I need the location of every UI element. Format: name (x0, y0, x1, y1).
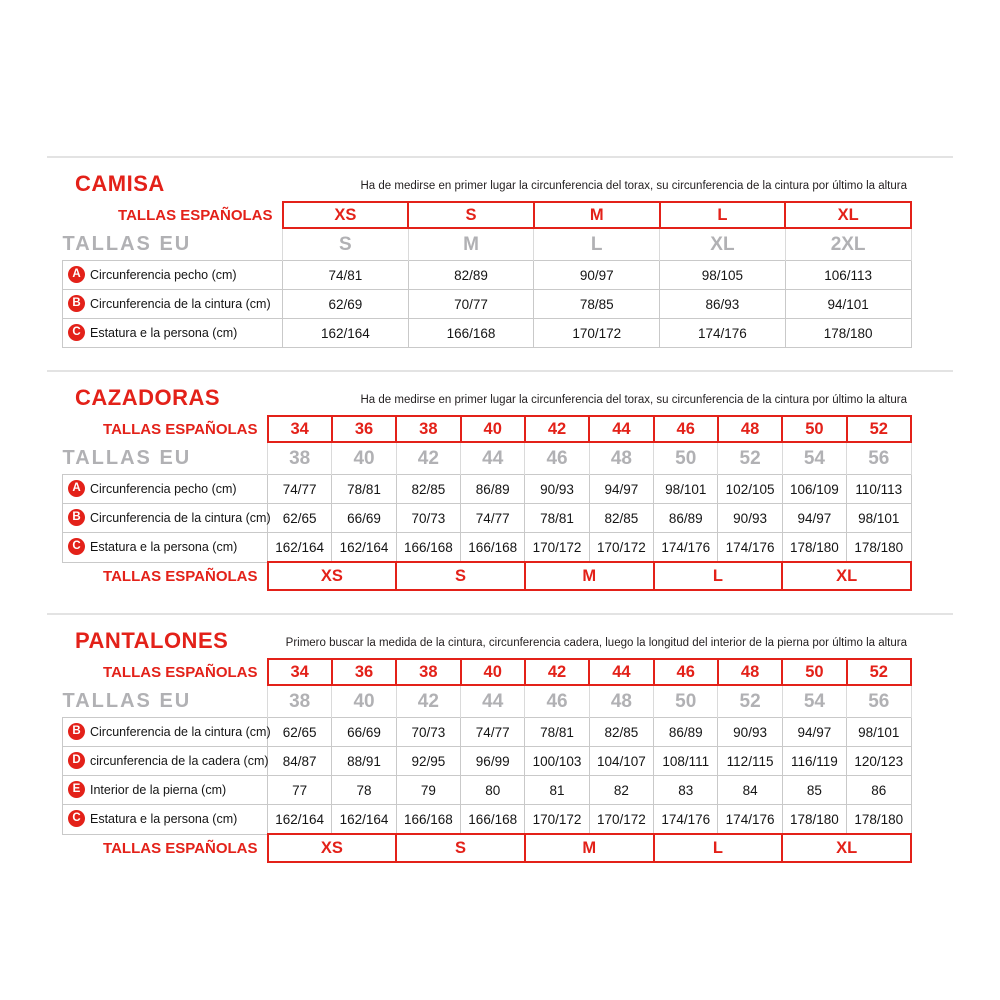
grouped-spanish-sizes-row (63, 562, 912, 590)
eu-sizes-row (63, 685, 912, 718)
spanish-size-cell: 40 (461, 659, 525, 685)
measure-value-cell: 166/168 (396, 805, 460, 835)
spanish-size-cell: 46 (654, 659, 718, 685)
measure-value-cell: 84 (718, 776, 782, 805)
measure-value-cell: 166/168 (408, 319, 534, 348)
measure-badge-e: E (68, 781, 85, 798)
measure-value-cell: 94/101 (785, 290, 911, 319)
measure-value-cell: 162/164 (332, 805, 396, 835)
eu-sizes-label: TALLAS EU (62, 446, 192, 469)
measure-value-cell: 62/65 (268, 504, 332, 533)
measure-row (63, 718, 912, 747)
measure-value-cell: 86/93 (660, 290, 786, 319)
measure-value-cell: 96/99 (461, 747, 525, 776)
eu-sizes-label: TALLAS EU (62, 689, 192, 712)
measure-value-cell: 88/91 (332, 747, 396, 776)
measure-row-label: B Circunferencia de la cintura (cm) (63, 718, 268, 747)
measure-value-cell: 162/164 (283, 319, 409, 348)
spanish-size-cell: 50 (782, 416, 846, 442)
eu-size-cell: 54 (782, 442, 846, 475)
spanish-size-cell: 44 (589, 659, 653, 685)
spanish-size-cell: 42 (525, 659, 589, 685)
eu-size-cell: M (408, 228, 534, 261)
measure-badge-a: A (68, 480, 85, 497)
measure-value-cell: 82/89 (408, 261, 534, 290)
measure-value-cell: 82/85 (589, 718, 653, 747)
size-chart-page (47, 156, 953, 885)
grouped-size-cell: XS (268, 834, 397, 862)
section-title: CAMISA (75, 171, 165, 196)
measure-value-cell: 100/103 (525, 747, 589, 776)
measure-row (63, 747, 912, 776)
measure-value-cell: 81 (525, 776, 589, 805)
measure-badge-b: B (68, 723, 85, 740)
measure-value-cell: 74/81 (283, 261, 409, 290)
measure-value-cell: 92/95 (396, 747, 460, 776)
measure-value-cell: 98/101 (847, 504, 911, 533)
eu-sizes-label: TALLAS EU (62, 232, 192, 255)
section-note: Ha de medirse en primer lugar la circunferencia del torax, su circunferencia de la cintura por último la altura (360, 180, 907, 193)
measure-value-cell: 66/69 (332, 504, 396, 533)
measure-value-cell: 102/105 (718, 475, 782, 504)
eu-size-cell: 44 (461, 685, 525, 718)
size-table-cazadoras (62, 415, 912, 591)
measure-value-cell: 66/69 (332, 718, 396, 747)
grouped-size-cell: XL (782, 562, 911, 590)
measure-row-label: D circunferencia de la cadera (cm) (63, 747, 268, 776)
spanish-size-cell: 48 (718, 659, 782, 685)
section-note: Primero buscar la medida de la cintura, circunferencia cadera, luego la longitud del interior de la pierna por último la altura (285, 637, 907, 650)
measure-value-cell: 77 (268, 776, 332, 805)
grouped-size-cell: L (654, 834, 783, 862)
eu-size-cell: 40 (332, 442, 396, 475)
eu-size-cell: 48 (589, 685, 653, 718)
measure-row-label: C Estatura e la persona (cm) (63, 805, 268, 835)
section-pantalones (47, 613, 953, 863)
measure-value-cell: 170/172 (589, 533, 653, 563)
measure-value-cell: 166/168 (461, 805, 525, 835)
grouped-size-cell: M (525, 562, 654, 590)
grouped-spanish-sizes-label: TALLAS ESPAÑOLAS (103, 567, 258, 585)
grouped-spanish-sizes-row (63, 834, 912, 862)
grouped-spanish-sizes-label: TALLAS ESPAÑOLAS (103, 839, 258, 857)
measure-value-cell: 78 (332, 776, 396, 805)
measure-value-cell: 80 (461, 776, 525, 805)
measure-value-cell: 170/172 (525, 533, 589, 563)
eu-size-cell: 2XL (785, 228, 911, 261)
measure-value-cell: 106/109 (782, 475, 846, 504)
measure-value-cell: 78/81 (525, 718, 589, 747)
spanish-size-cell: 44 (589, 416, 653, 442)
eu-size-cell: 44 (461, 442, 525, 475)
section-camisa (47, 156, 953, 348)
measure-value-cell: 70/77 (408, 290, 534, 319)
measure-value-cell: 86/89 (654, 504, 718, 533)
measure-value-cell: 83 (654, 776, 718, 805)
spanish-sizes-label: TALLAS ESPAÑOLAS (103, 420, 258, 438)
measure-value-cell: 162/164 (332, 533, 396, 563)
measure-value-cell: 78/81 (332, 475, 396, 504)
measure-value-cell: 78/85 (534, 290, 660, 319)
spanish-size-cell: 42 (525, 416, 589, 442)
measure-value-cell: 74/77 (268, 475, 332, 504)
measure-value-cell: 90/93 (718, 718, 782, 747)
measure-badge-c: C (68, 538, 85, 555)
section-cazadoras (47, 370, 953, 591)
measure-value-cell: 82/85 (396, 475, 460, 504)
measure-value-cell: 90/93 (718, 504, 782, 533)
measure-value-cell: 94/97 (782, 718, 846, 747)
measure-value-cell: 174/176 (718, 533, 782, 563)
measure-value-cell: 162/164 (268, 533, 332, 563)
measure-value-cell: 104/107 (589, 747, 653, 776)
measure-badge-c: C (68, 324, 85, 341)
spanish-size-cell: 38 (396, 416, 460, 442)
measure-badge-c: C (68, 810, 85, 827)
measure-row (63, 776, 912, 805)
measure-value-cell: 86/89 (654, 718, 718, 747)
eu-size-cell: 56 (847, 685, 911, 718)
spanish-size-cell: 52 (847, 659, 911, 685)
measure-value-cell: 110/113 (847, 475, 911, 504)
size-table-camisa (62, 201, 912, 348)
measure-value-cell: 86 (847, 776, 911, 805)
measure-row (63, 533, 912, 563)
measure-value-cell: 174/176 (654, 805, 718, 835)
spanish-sizes-row (63, 202, 912, 228)
measure-value-cell: 166/168 (461, 533, 525, 563)
eu-size-cell: 50 (654, 442, 718, 475)
measure-value-cell: 94/97 (782, 504, 846, 533)
grouped-size-cell: XL (782, 834, 911, 862)
measure-value-cell: 116/119 (782, 747, 846, 776)
eu-size-cell: 46 (525, 442, 589, 475)
section-title: PANTALONES (75, 628, 229, 653)
measure-badge-b: B (68, 295, 85, 312)
measure-value-cell: 174/176 (660, 319, 786, 348)
measure-value-cell: 90/93 (525, 475, 589, 504)
measure-value-cell: 84/87 (268, 747, 332, 776)
measure-value-cell: 120/123 (847, 747, 911, 776)
measure-row (63, 475, 912, 504)
section-note: Ha de medirse en primer lugar la circunferencia del torax, su circunferencia de la cintura por último la altura (360, 394, 907, 407)
spanish-size-cell: 36 (332, 416, 396, 442)
measure-value-cell: 178/180 (782, 533, 846, 563)
measure-row-label: E Interior de la pierna (cm) (63, 776, 268, 805)
measure-value-cell: 74/77 (461, 504, 525, 533)
section-header (47, 372, 953, 415)
measure-badge-d: D (68, 752, 85, 769)
spanish-sizes-row (63, 416, 912, 442)
measure-value-cell: 85 (782, 776, 846, 805)
eu-size-cell: 38 (268, 442, 332, 475)
spanish-size-cell: XS (283, 202, 409, 228)
measure-value-cell: 162/164 (268, 805, 332, 835)
spanish-size-cell: 34 (268, 659, 332, 685)
eu-size-cell: 54 (782, 685, 846, 718)
eu-size-cell: 46 (525, 685, 589, 718)
measure-value-cell: 178/180 (782, 805, 846, 835)
measure-value-cell: 82 (589, 776, 653, 805)
spanish-size-cell: 52 (847, 416, 911, 442)
spanish-size-cell: XL (785, 202, 911, 228)
measure-value-cell: 70/73 (396, 504, 460, 533)
measure-value-cell: 178/180 (847, 805, 911, 835)
eu-size-cell: 48 (589, 442, 653, 475)
measure-value-cell: 98/101 (654, 475, 718, 504)
spanish-size-cell: 46 (654, 416, 718, 442)
spanish-size-cell: L (660, 202, 786, 228)
measure-row-label: A Circunferencia pecho (cm) (63, 261, 283, 290)
eu-size-cell: 52 (718, 442, 782, 475)
measure-value-cell: 174/176 (654, 533, 718, 563)
spanish-size-cell: 48 (718, 416, 782, 442)
measure-row-label: B Circunferencia de la cintura (cm) (63, 504, 268, 533)
spanish-size-cell: 38 (396, 659, 460, 685)
eu-size-cell: 42 (396, 442, 460, 475)
eu-size-cell: 52 (718, 685, 782, 718)
eu-sizes-row (63, 442, 912, 475)
section-header (47, 158, 953, 201)
size-table-pantalones (62, 658, 912, 863)
measure-badge-a: A (68, 266, 85, 283)
measure-value-cell: 62/65 (268, 718, 332, 747)
measure-value-cell: 170/172 (525, 805, 589, 835)
measure-value-cell: 178/180 (785, 319, 911, 348)
grouped-size-cell: S (396, 834, 525, 862)
spanish-sizes-label: TALLAS ESPAÑOLAS (118, 206, 273, 224)
grouped-size-cell: S (396, 562, 525, 590)
eu-size-cell: 50 (654, 685, 718, 718)
measure-value-cell: 79 (396, 776, 460, 805)
measure-value-cell: 166/168 (396, 533, 460, 563)
spanish-sizes-row (63, 659, 912, 685)
grouped-size-cell: M (525, 834, 654, 862)
measure-value-cell: 74/77 (461, 718, 525, 747)
spanish-size-cell: 50 (782, 659, 846, 685)
section-header (47, 615, 953, 658)
measure-row-label: A Circunferencia pecho (cm) (63, 475, 268, 504)
measure-value-cell: 174/176 (718, 805, 782, 835)
spanish-size-cell: 34 (268, 416, 332, 442)
eu-sizes-row (63, 228, 912, 261)
grouped-size-cell: XS (268, 562, 397, 590)
measure-row (63, 319, 912, 348)
measure-value-cell: 78/81 (525, 504, 589, 533)
eu-size-cell: XL (660, 228, 786, 261)
measure-value-cell: 70/73 (396, 718, 460, 747)
measure-badge-b: B (68, 509, 85, 526)
spanish-size-cell: M (534, 202, 660, 228)
grouped-size-cell: L (654, 562, 783, 590)
spanish-sizes-label: TALLAS ESPAÑOLAS (103, 663, 258, 681)
measure-value-cell: 94/97 (589, 475, 653, 504)
measure-row-label: B Circunferencia de la cintura (cm) (63, 290, 283, 319)
measure-row (63, 805, 912, 835)
spanish-size-cell: S (408, 202, 534, 228)
measure-value-cell: 98/101 (847, 718, 911, 747)
eu-size-cell: 40 (332, 685, 396, 718)
section-title: CAZADORAS (75, 385, 221, 410)
measure-value-cell: 82/85 (589, 504, 653, 533)
eu-size-cell: 56 (847, 442, 911, 475)
measure-value-cell: 98/105 (660, 261, 786, 290)
measure-value-cell: 106/113 (785, 261, 911, 290)
eu-size-cell: S (283, 228, 409, 261)
spanish-size-cell: 40 (461, 416, 525, 442)
eu-size-cell: L (534, 228, 660, 261)
measure-value-cell: 86/89 (461, 475, 525, 504)
measure-value-cell: 62/69 (283, 290, 409, 319)
measure-row (63, 504, 912, 533)
measure-value-cell: 112/115 (718, 747, 782, 776)
eu-size-cell: 38 (268, 685, 332, 718)
measure-value-cell: 170/172 (534, 319, 660, 348)
measure-row-label: C Estatura e la persona (cm) (63, 533, 268, 563)
measure-value-cell: 170/172 (589, 805, 653, 835)
measure-row (63, 290, 912, 319)
measure-value-cell: 108/111 (654, 747, 718, 776)
eu-size-cell: 42 (396, 685, 460, 718)
measure-row (63, 261, 912, 290)
measure-value-cell: 178/180 (847, 533, 911, 563)
measure-value-cell: 90/97 (534, 261, 660, 290)
measure-row-label: C Estatura e la persona (cm) (63, 319, 283, 348)
spanish-size-cell: 36 (332, 659, 396, 685)
